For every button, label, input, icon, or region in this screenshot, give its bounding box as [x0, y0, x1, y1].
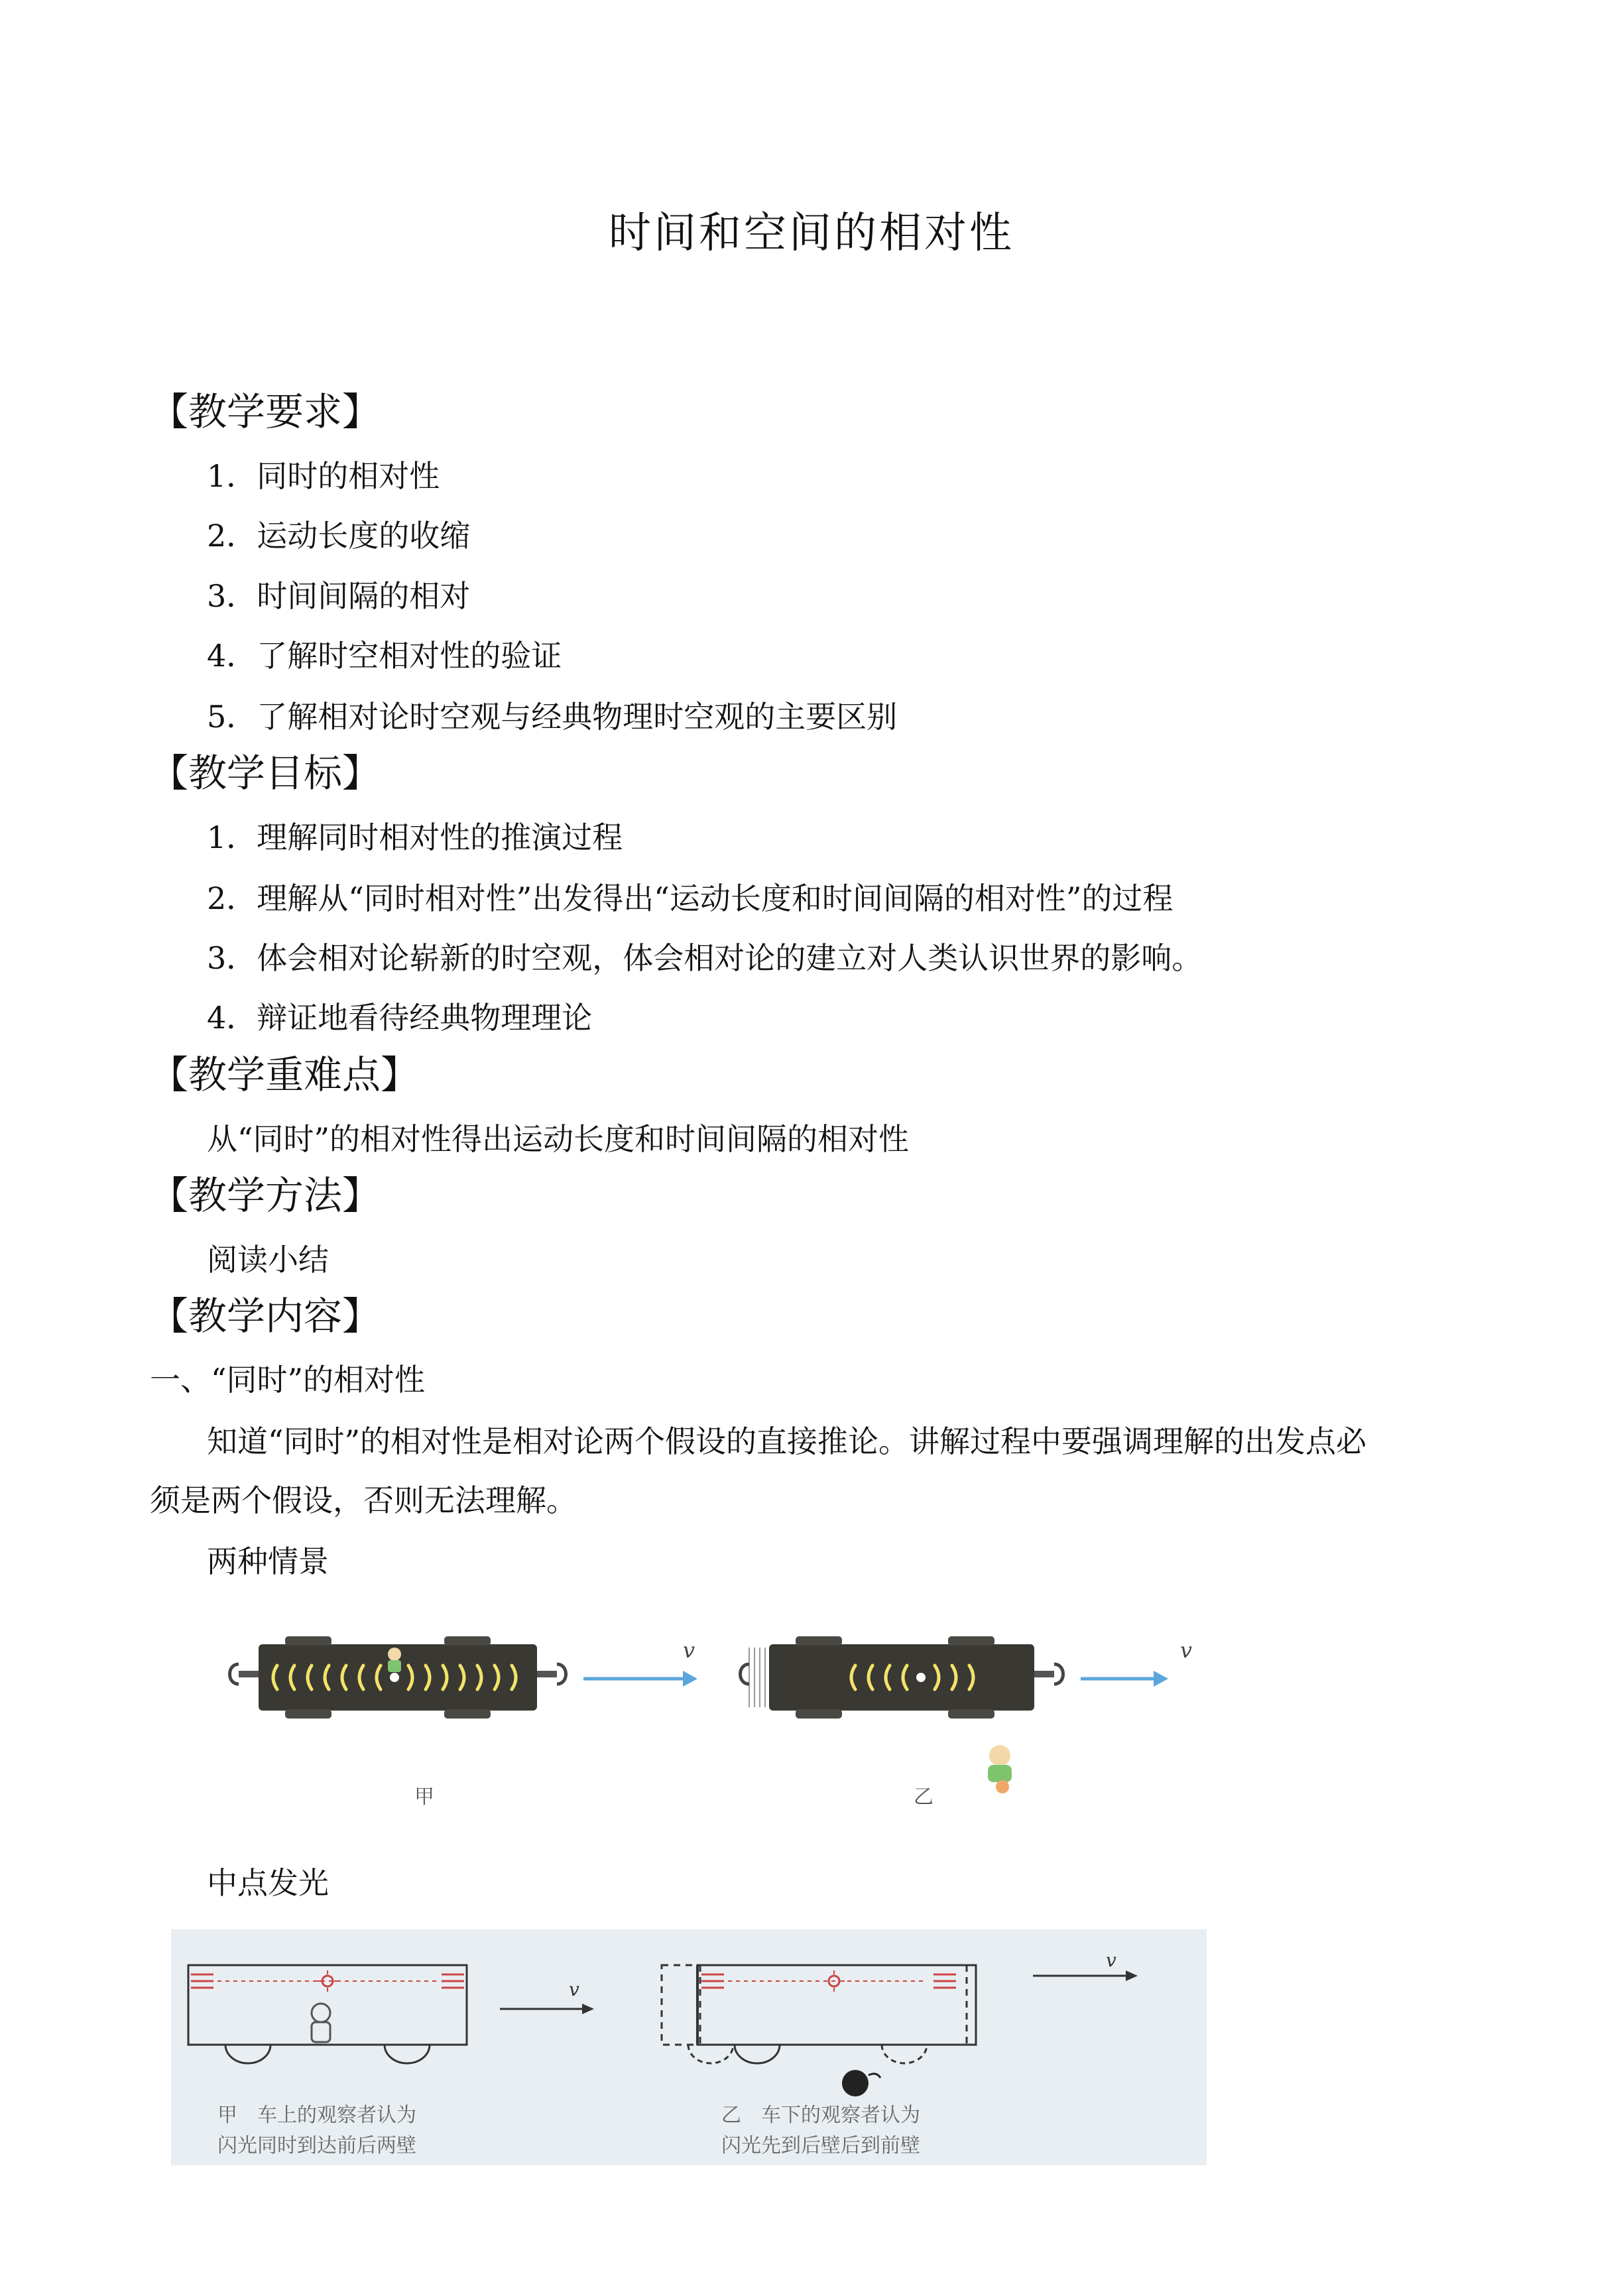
document-title: 时间和空间的相对性	[609, 209, 1014, 258]
observer-on-ground	[988, 1745, 1012, 1793]
caption-right-line2: 闪光先到后壁后到前壁	[721, 2134, 920, 2157]
methods-text: 阅读小结	[207, 1242, 329, 1278]
heading-content: 【教学内容】	[150, 1294, 381, 1339]
coupler-hook-left	[230, 1664, 239, 1684]
caption-right-line1: 乙 车下的观察者认为	[721, 2104, 920, 2127]
heading-key-points: 【教学重难点】	[150, 1052, 420, 1097]
velocity-label: v	[683, 1638, 695, 1663]
requirement-item: 2．运动长度的收缩	[207, 518, 471, 554]
caption-jia: 甲	[414, 1785, 434, 1809]
train-car-right	[741, 1636, 1063, 1719]
paragraph-line: 知道“同时”的相对性是相对论两个假设的直接推论。讲解过程中要强调理解的出发点必	[207, 1423, 1367, 1459]
subheading-simultaneity: 一、“同时”的相对性	[150, 1362, 426, 1398]
motion-blur-lines	[749, 1648, 765, 1707]
velocity-label: v	[1106, 1949, 1116, 1971]
heading-requirements: 【教学要求】	[150, 389, 381, 434]
scene-label: 两种情景	[207, 1543, 329, 1579]
objective-item: 4．辩证地看待经典物理理论	[207, 1000, 593, 1036]
train-car-left	[230, 1636, 566, 1719]
coupler-hook-right	[557, 1664, 566, 1684]
midpoint-flash-figure	[171, 1929, 1207, 2165]
two-scenes-figure	[225, 1618, 1207, 1817]
key-points-text: 从“同时”的相对性得出运动长度和时间间隔的相对性	[207, 1121, 910, 1157]
heading-objectives: 【教学目标】	[150, 751, 381, 796]
velocity-label: v	[569, 1978, 579, 2000]
velocity-label: v	[1180, 1638, 1193, 1663]
objective-item: 1．理解同时相对性的推演过程	[207, 819, 623, 855]
requirement-item: 1．同时的相对性	[207, 458, 440, 494]
requirement-item: 4．了解时空相对性的验证	[207, 638, 562, 674]
paragraph-line: 须是两个假设，否则无法理解。	[150, 1482, 577, 1518]
caption-yi: 乙	[914, 1785, 933, 1809]
objective-item: 3．体会相对论崭新的时空观，体会相对论的建立对人类认识世界的影响。	[207, 940, 1203, 976]
light-source-dot	[390, 1673, 399, 1682]
objective-item: 2．理解从“同时相对性”出发得出“运动长度和时间间隔的相对性”的过程	[207, 880, 1173, 916]
light-source-dot	[916, 1673, 926, 1682]
heading-methods: 【教学方法】	[150, 1173, 381, 1218]
caption-left-line1: 甲 车上的观察者认为	[217, 2104, 416, 2127]
requirement-item: 5．了解相对论时空观与经典物理时空观的主要区别	[207, 699, 898, 735]
flash-label: 中点发光	[207, 1865, 329, 1901]
requirement-item: 3．时间间隔的相对	[207, 578, 471, 614]
caption-left-line2: 闪光同时到达前后两壁	[217, 2134, 416, 2157]
